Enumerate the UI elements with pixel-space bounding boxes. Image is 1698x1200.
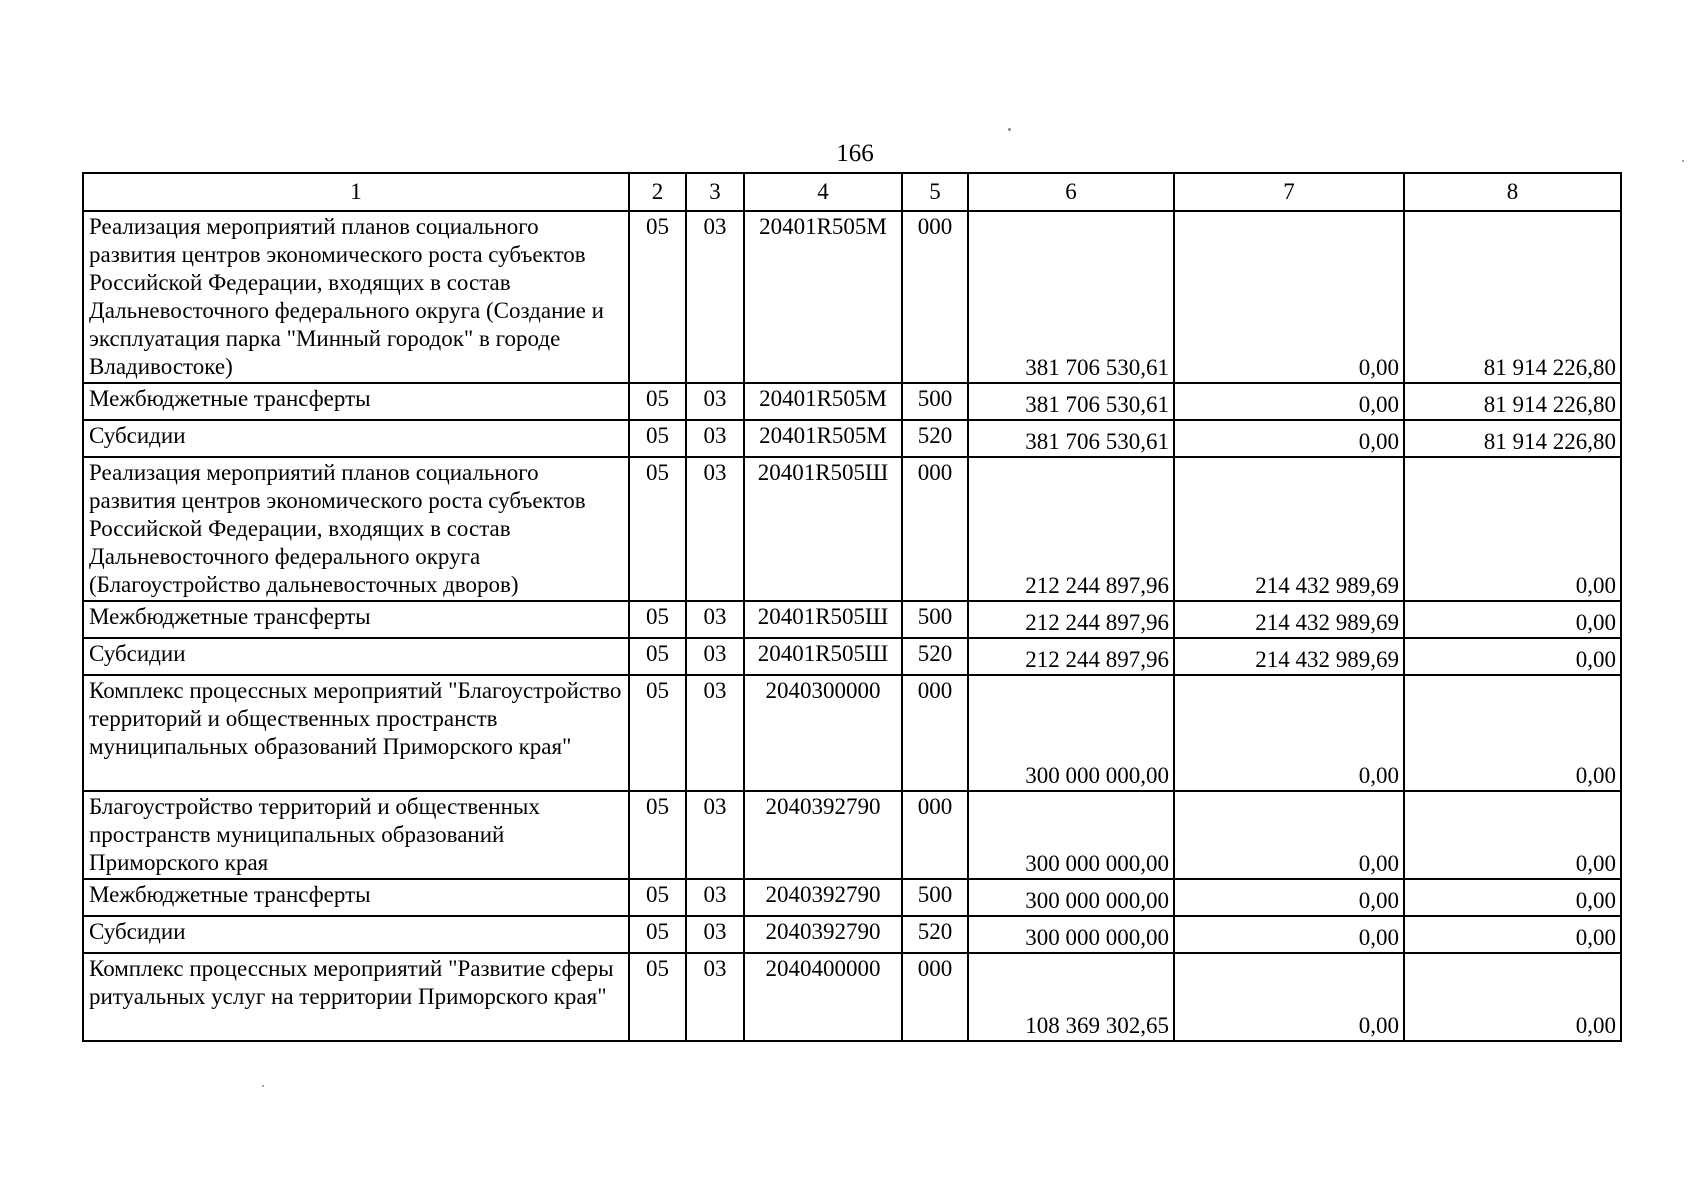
header-cell-1: 1 [83,173,629,211]
table-row [83,791,1621,879]
row-subsection: 03 [686,879,744,916]
row-amount-8: 0,00 [1404,457,1621,601]
header-cell-2: 2 [629,173,686,211]
row-name: Реализация мероприятий планов социального развития центров экономического роста субъектов Российской Федерации, входящих в состав Дальневосточного федерального округа (Благоустройство дальневосточных дворов) [83,457,629,601]
row-amount-8: 0,00 [1404,638,1621,675]
row-section: 05 [629,916,686,953]
row-section: 05 [629,457,686,601]
row-section: 05 [629,601,686,638]
header-cell-8: 8 [1404,173,1621,211]
row-subsection: 03 [686,675,744,791]
row-section: 05 [629,879,686,916]
row-name: Межбюджетные трансферты [83,879,629,916]
row-subsection: 03 [686,638,744,675]
row-subsection: 03 [686,953,744,1041]
row-amount-8: 0,00 [1404,953,1621,1041]
table-row [83,420,1621,457]
scan-speck [1682,160,1684,162]
row-name: Комплекс процессных мероприятий "Развитие сферы ритуальных услуг на территории Приморского края" [83,953,629,1041]
row-amount-7: 0,00 [1174,211,1404,383]
row-amount-6: 212 244 897,96 [968,638,1174,675]
row-subsection: 03 [686,916,744,953]
row-target-code: 2040300000 [744,675,902,791]
header-cell-5: 5 [902,173,968,211]
budget-table [82,172,1622,1042]
row-expense-type: 520 [902,916,968,953]
row-name: Субсидии [83,638,629,675]
row-amount-8: 0,00 [1404,879,1621,916]
row-amount-8: 0,00 [1404,791,1621,879]
row-target-code: 2040392790 [744,879,902,916]
row-expense-type: 520 [902,420,968,457]
table-row [83,953,1621,1041]
row-amount-7: 0,00 [1174,791,1404,879]
row-amount-6: 300 000 000,00 [968,791,1174,879]
row-expense-type: 520 [902,638,968,675]
header-cell-6: 6 [968,173,1174,211]
row-section: 05 [629,675,686,791]
row-amount-8: 0,00 [1404,675,1621,791]
table-row [83,638,1621,675]
row-subsection: 03 [686,601,744,638]
row-expense-type: 000 [902,457,968,601]
row-amount-8: 0,00 [1404,601,1621,638]
header-cell-7: 7 [1174,173,1404,211]
row-amount-6: 381 706 530,61 [968,383,1174,420]
row-name: Субсидии [83,916,629,953]
row-expense-type: 500 [902,383,968,420]
row-amount-8: 81 914 226,80 [1404,383,1621,420]
table-row [83,675,1621,791]
row-expense-type: 500 [902,879,968,916]
table-row [83,211,1621,383]
row-target-code: 20401R505M [744,211,902,383]
row-amount-7: 0,00 [1174,420,1404,457]
row-name: Межбюджетные трансферты [83,601,629,638]
row-subsection: 03 [686,420,744,457]
row-expense-type: 000 [902,791,968,879]
row-amount-6: 381 706 530,61 [968,211,1174,383]
row-amount-7: 0,00 [1174,879,1404,916]
row-target-code: 20401R505M [744,420,902,457]
row-section: 05 [629,383,686,420]
row-section: 05 [629,953,686,1041]
row-amount-6: 212 244 897,96 [968,601,1174,638]
row-section: 05 [629,638,686,675]
row-name: Реализация мероприятий планов социального развития центров экономического роста субъектов Российской Федерации, входящих в состав Дальневосточного федерального округа (Создание и эксплуатация парка "Минный городок" в городе Владивостоке) [83,211,629,383]
row-target-code: 2040400000 [744,953,902,1041]
row-target-code: 2040392790 [744,791,902,879]
row-amount-7: 214 432 989,69 [1174,457,1404,601]
row-target-code: 20401R505Ш [744,638,902,675]
row-target-code: 2040392790 [744,916,902,953]
row-amount-6: 381 706 530,61 [968,420,1174,457]
row-amount-8: 81 914 226,80 [1404,211,1621,383]
row-subsection: 03 [686,791,744,879]
row-subsection: 03 [686,211,744,383]
row-name: Комплекс процессных мероприятий "Благоустройство территорий и общественных пространств муниципальных образований Приморского края" [83,675,629,791]
row-amount-7: 0,00 [1174,916,1404,953]
table-row [83,601,1621,638]
scan-speck [262,1085,264,1087]
row-target-code: 20401R505Ш [744,457,902,601]
row-name: Благоустройство территорий и общественных пространств муниципальных образований Приморского края [83,791,629,879]
row-amount-7: 214 432 989,69 [1174,601,1404,638]
row-amount-7: 0,00 [1174,383,1404,420]
row-amount-7: 0,00 [1174,675,1404,791]
header-cell-3: 3 [686,173,744,211]
header-cell-4: 4 [744,173,902,211]
row-name: Межбюджетные трансферты [83,383,629,420]
row-amount-6: 300 000 000,00 [968,916,1174,953]
row-expense-type: 000 [902,953,968,1041]
row-amount-8: 81 914 226,80 [1404,420,1621,457]
row-amount-6: 212 244 897,96 [968,457,1174,601]
page-number: 166 [836,140,874,167]
row-amount-6: 300 000 000,00 [968,879,1174,916]
row-amount-6: 108 369 302,65 [968,953,1174,1041]
row-target-code: 20401R505Ш [744,601,902,638]
row-section: 05 [629,211,686,383]
row-section: 05 [629,420,686,457]
table-row [83,457,1621,601]
table-row [83,916,1621,953]
row-expense-type: 000 [902,211,968,383]
table-row [83,383,1621,420]
row-amount-6: 300 000 000,00 [968,675,1174,791]
table-row [83,879,1621,916]
row-section: 05 [629,791,686,879]
scan-speck [1008,128,1011,131]
row-amount-8: 0,00 [1404,916,1621,953]
row-amount-7: 214 432 989,69 [1174,638,1404,675]
row-expense-type: 000 [902,675,968,791]
row-subsection: 03 [686,383,744,420]
row-subsection: 03 [686,457,744,601]
row-amount-7: 0,00 [1174,953,1404,1041]
row-target-code: 20401R505M [744,383,902,420]
row-expense-type: 500 [902,601,968,638]
row-name: Субсидии [83,420,629,457]
table-header-row [83,173,1621,211]
